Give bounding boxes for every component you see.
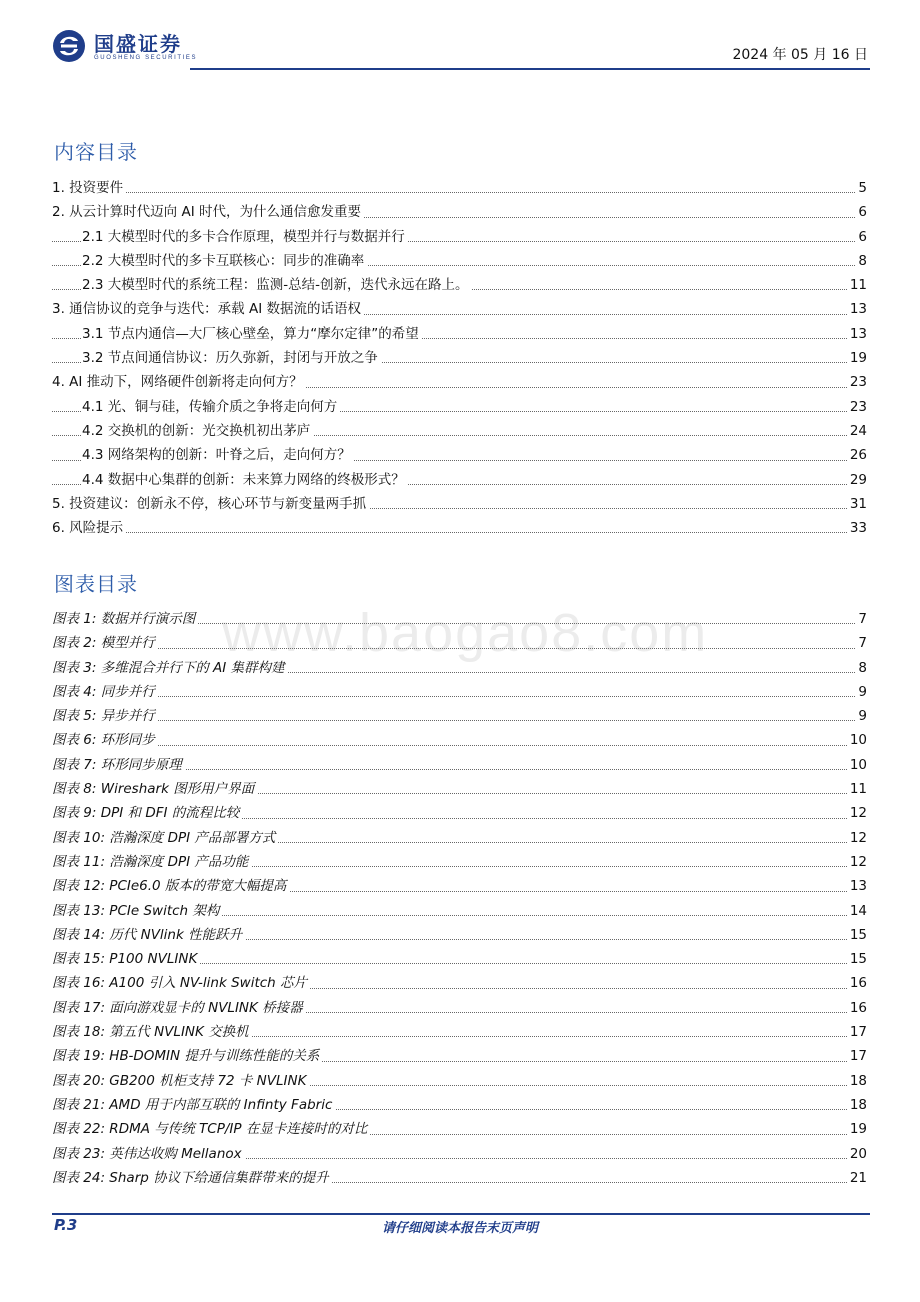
figure-entry[interactable] bbox=[52, 777, 867, 801]
figure-entry[interactable] bbox=[52, 826, 867, 850]
figure-entry-page: 12 bbox=[847, 801, 867, 825]
figure-entry-label: 图表 12: PCIe6.0 版本的带宽大幅提高 bbox=[52, 878, 289, 894]
figure-entry-page: 9 bbox=[855, 680, 867, 704]
figure-entry-page: 16 bbox=[847, 971, 867, 995]
figure-entry-page: 15 bbox=[847, 947, 867, 971]
figure-entry-label: 图表 5: 异步并行 bbox=[52, 708, 158, 724]
toc-entry[interactable] bbox=[52, 225, 867, 249]
figure-entry-page: 15 bbox=[847, 923, 867, 947]
toc-entry[interactable] bbox=[52, 370, 867, 394]
toc-entry-page: 31 bbox=[847, 492, 867, 516]
figure-entry[interactable] bbox=[52, 1044, 867, 1068]
figure-entry-label: 图表 15: P100 NVLINK bbox=[52, 951, 200, 967]
figure-entry-label: 图表 13: PCIe Switch 架构 bbox=[52, 903, 222, 919]
toc-entry-page: 23 bbox=[847, 370, 867, 394]
disclaimer-note: 请仔细阅读本报告末页声明 bbox=[381, 1221, 538, 1236]
figure-entry-page: 20 bbox=[847, 1142, 867, 1166]
figure-entry-label: 图表 21: AMD 用于内部互联的 Infinty Fabric bbox=[52, 1097, 335, 1113]
figure-entry-page: 12 bbox=[847, 850, 867, 874]
toc-entry-label: 2.2 大模型时代的多卡互联核心：同步的准确率 bbox=[82, 253, 367, 269]
figure-entry-page: 12 bbox=[847, 826, 867, 850]
figure-entry[interactable] bbox=[52, 971, 867, 995]
toc-entry[interactable] bbox=[52, 443, 867, 467]
figure-entry-label: 图表 23: 英伟达收购 Mellanox bbox=[52, 1146, 245, 1162]
figure-entry-label: 图表 6: 环形同步 bbox=[52, 732, 158, 748]
toc-entry-label: 3.1 节点内通信—大厂核心壁垒，算力“摩尔定律”的希望 bbox=[82, 326, 422, 342]
figure-entry-label: 图表 16: A100 引入 NV-link Switch 芯片 bbox=[52, 975, 310, 991]
figure-entry[interactable] bbox=[52, 656, 867, 680]
figure-entry-label: 图表 22: RDMA 与传统 TCP/IP 在显卡连接时的对比 bbox=[52, 1121, 370, 1137]
figure-entry[interactable] bbox=[52, 1117, 867, 1141]
toc-entry-page: 5 bbox=[855, 176, 867, 200]
figure-entry-page: 21 bbox=[847, 1166, 867, 1190]
toc-list bbox=[52, 176, 867, 540]
figure-entry-page: 17 bbox=[847, 1020, 867, 1044]
figure-entry-page: 9 bbox=[855, 704, 867, 728]
toc-entry-label: 4.4 数据中心集群的创新：未来算力网络的终极形式？ bbox=[82, 472, 408, 488]
figure-entry-label: 图表 9: DPI 和 DFI 的流程比较 bbox=[52, 805, 242, 821]
figure-entry-page: 13 bbox=[847, 874, 867, 898]
figure-entry-page: 17 bbox=[847, 1044, 867, 1068]
figure-entry-page: 18 bbox=[847, 1069, 867, 1093]
figure-entry-page: 16 bbox=[847, 996, 867, 1020]
toc-entry-page: 13 bbox=[847, 322, 867, 346]
toc-entry-label: 4.2 交换机的创新：光交换机初出茅庐 bbox=[82, 423, 313, 439]
figure-entry[interactable] bbox=[52, 850, 867, 874]
figure-entry-label: 图表 4: 同步并行 bbox=[52, 684, 158, 700]
figure-entry[interactable] bbox=[52, 728, 867, 752]
guosheng-logo-icon bbox=[52, 29, 86, 63]
toc-entry[interactable] bbox=[52, 492, 867, 516]
figure-entry[interactable] bbox=[52, 874, 867, 898]
brand-subtitle: GUOSHENG SECURITIES bbox=[94, 55, 198, 61]
figures-list bbox=[52, 607, 867, 1190]
figure-entry-page: 18 bbox=[847, 1093, 867, 1117]
toc-entry-page: 24 bbox=[847, 419, 867, 443]
figure-entry-label: 图表 2: 模型并行 bbox=[52, 635, 158, 651]
toc-entry[interactable] bbox=[52, 249, 867, 273]
figure-entry-label: 图表 20: GB200 机柜支持 72 卡 NVLINK bbox=[52, 1073, 309, 1089]
toc-entry[interactable] bbox=[52, 395, 867, 419]
figure-entry[interactable] bbox=[52, 704, 867, 728]
toc-entry[interactable] bbox=[52, 468, 867, 492]
figure-entry[interactable] bbox=[52, 607, 867, 631]
toc-entry[interactable] bbox=[52, 516, 867, 540]
toc-entry-label: 4. AI 推动下，网络硬件创新将走向何方？ bbox=[52, 374, 306, 390]
figures-title: 图表目录 bbox=[54, 572, 138, 596]
figure-entry[interactable] bbox=[52, 1166, 867, 1190]
toc-title: 内容目录 bbox=[54, 140, 138, 164]
toc-entry-label: 3.2 节点间通信协议：历久弥新，封闭与开放之争 bbox=[82, 350, 381, 366]
toc-entry-page: 26 bbox=[847, 443, 867, 467]
figure-entry-label: 图表 8: Wireshark 图形用户界面 bbox=[52, 781, 257, 797]
figure-entry-label: 图表 11: 浩瀚深度 DPI 产品功能 bbox=[52, 854, 251, 870]
toc-entry-page: 23 bbox=[847, 395, 867, 419]
figure-entry[interactable] bbox=[52, 680, 867, 704]
figure-entry[interactable] bbox=[52, 753, 867, 777]
toc-entry-page: 6 bbox=[855, 200, 867, 224]
figure-entry-label: 图表 3: 多维混合并行下的 AI 集群构建 bbox=[52, 660, 288, 676]
toc-entry[interactable] bbox=[52, 297, 867, 321]
toc-entry-label: 4.1 光、铜与硅，传输介质之争将走向何方 bbox=[82, 399, 340, 415]
figure-entry-label: 图表 14: 历代 NVlink 性能跃升 bbox=[52, 927, 245, 943]
footer-divider bbox=[52, 1213, 870, 1215]
figure-entry[interactable] bbox=[52, 1020, 867, 1044]
figure-entry[interactable] bbox=[52, 1069, 867, 1093]
toc-entry[interactable] bbox=[52, 200, 867, 224]
figure-entry-label: 图表 18: 第五代 NVLINK 交换机 bbox=[52, 1024, 252, 1040]
figure-entry-page: 11 bbox=[847, 777, 867, 801]
toc-entry-label: 2.3 大模型时代的系统工程：监测-总结-创新，迭代永远在路上。 bbox=[82, 277, 472, 293]
watermark: www.baogao8.com bbox=[222, 603, 709, 663]
figure-entry-page: 10 bbox=[847, 753, 867, 777]
figure-entry-page: 7 bbox=[855, 631, 867, 655]
figure-entry-label: 图表 1: 数据并行演示图 bbox=[52, 611, 198, 627]
toc-entry-label: 2.1 大模型时代的多卡合作原理，模型并行与数据并行 bbox=[82, 229, 408, 245]
header-divider bbox=[190, 68, 870, 70]
page-header bbox=[52, 26, 870, 72]
toc-entry-page: 8 bbox=[855, 249, 867, 273]
figure-entry[interactable] bbox=[52, 1093, 867, 1117]
figure-entry[interactable] bbox=[52, 923, 867, 947]
figure-entry[interactable] bbox=[52, 631, 867, 655]
toc-entry[interactable] bbox=[52, 273, 867, 297]
toc-entry-page: 19 bbox=[847, 346, 867, 370]
figure-entry[interactable] bbox=[52, 899, 867, 923]
figure-entry-label: 图表 10: 浩瀚深度 DPI 产品部署方式 bbox=[52, 830, 278, 846]
figure-entry-label: 图表 17: 面向游戏显卡的 NVLINK 桥接器 bbox=[52, 1000, 306, 1016]
toc-entry-label: 5. 投资建议：创新永不停，核心环节与新变量两手抓 bbox=[52, 496, 369, 512]
figure-entry-page: 7 bbox=[855, 607, 867, 631]
toc-entry-page: 29 bbox=[847, 468, 867, 492]
toc-entry-label: 3. 通信协议的竞争与迭代：承载 AI 数据流的话语权 bbox=[52, 301, 364, 317]
figure-entry-page: 8 bbox=[855, 656, 867, 680]
figure-entry[interactable] bbox=[52, 801, 867, 825]
toc-entry-page: 11 bbox=[847, 273, 867, 297]
figure-entry-label: 图表 19: HB-DOMIN 提升与训练性能的关系 bbox=[52, 1048, 322, 1064]
toc-entry[interactable] bbox=[52, 322, 867, 346]
figure-entry[interactable] bbox=[52, 1142, 867, 1166]
toc-entry-page: 33 bbox=[847, 516, 867, 540]
figure-entry-page: 19 bbox=[847, 1117, 867, 1141]
figure-entry-page: 14 bbox=[847, 899, 867, 923]
figure-entry-page: 10 bbox=[847, 728, 867, 752]
figure-entry[interactable] bbox=[52, 947, 867, 971]
toc-entry-label: 6. 风险提示 bbox=[52, 520, 126, 536]
toc-entry[interactable] bbox=[52, 419, 867, 443]
toc-entry-page: 13 bbox=[847, 297, 867, 321]
page-number: P.3 bbox=[54, 1216, 78, 1234]
toc-entry-label: 1. 投资要件 bbox=[52, 180, 126, 196]
toc-entry-page: 6 bbox=[855, 225, 867, 249]
toc-entry-label: 4.3 网络架构的创新：叶脊之后，走向何方？ bbox=[82, 447, 354, 463]
report-date: 2024 年 05 月 16 日 bbox=[732, 47, 868, 63]
figure-entry-label: 图表 24: Sharp 协议下给通信集群带来的提升 bbox=[52, 1170, 332, 1186]
toc-entry-label: 2. 从云计算时代迈向 AI 时代，为什么通信愈发重要 bbox=[52, 204, 364, 220]
toc-entry[interactable] bbox=[52, 176, 867, 200]
figure-entry-label: 图表 7: 环形同步原理 bbox=[52, 757, 185, 773]
brand-name: 国盛证券 bbox=[94, 32, 182, 56]
figure-entry[interactable] bbox=[52, 996, 867, 1020]
toc-entry[interactable] bbox=[52, 346, 867, 370]
